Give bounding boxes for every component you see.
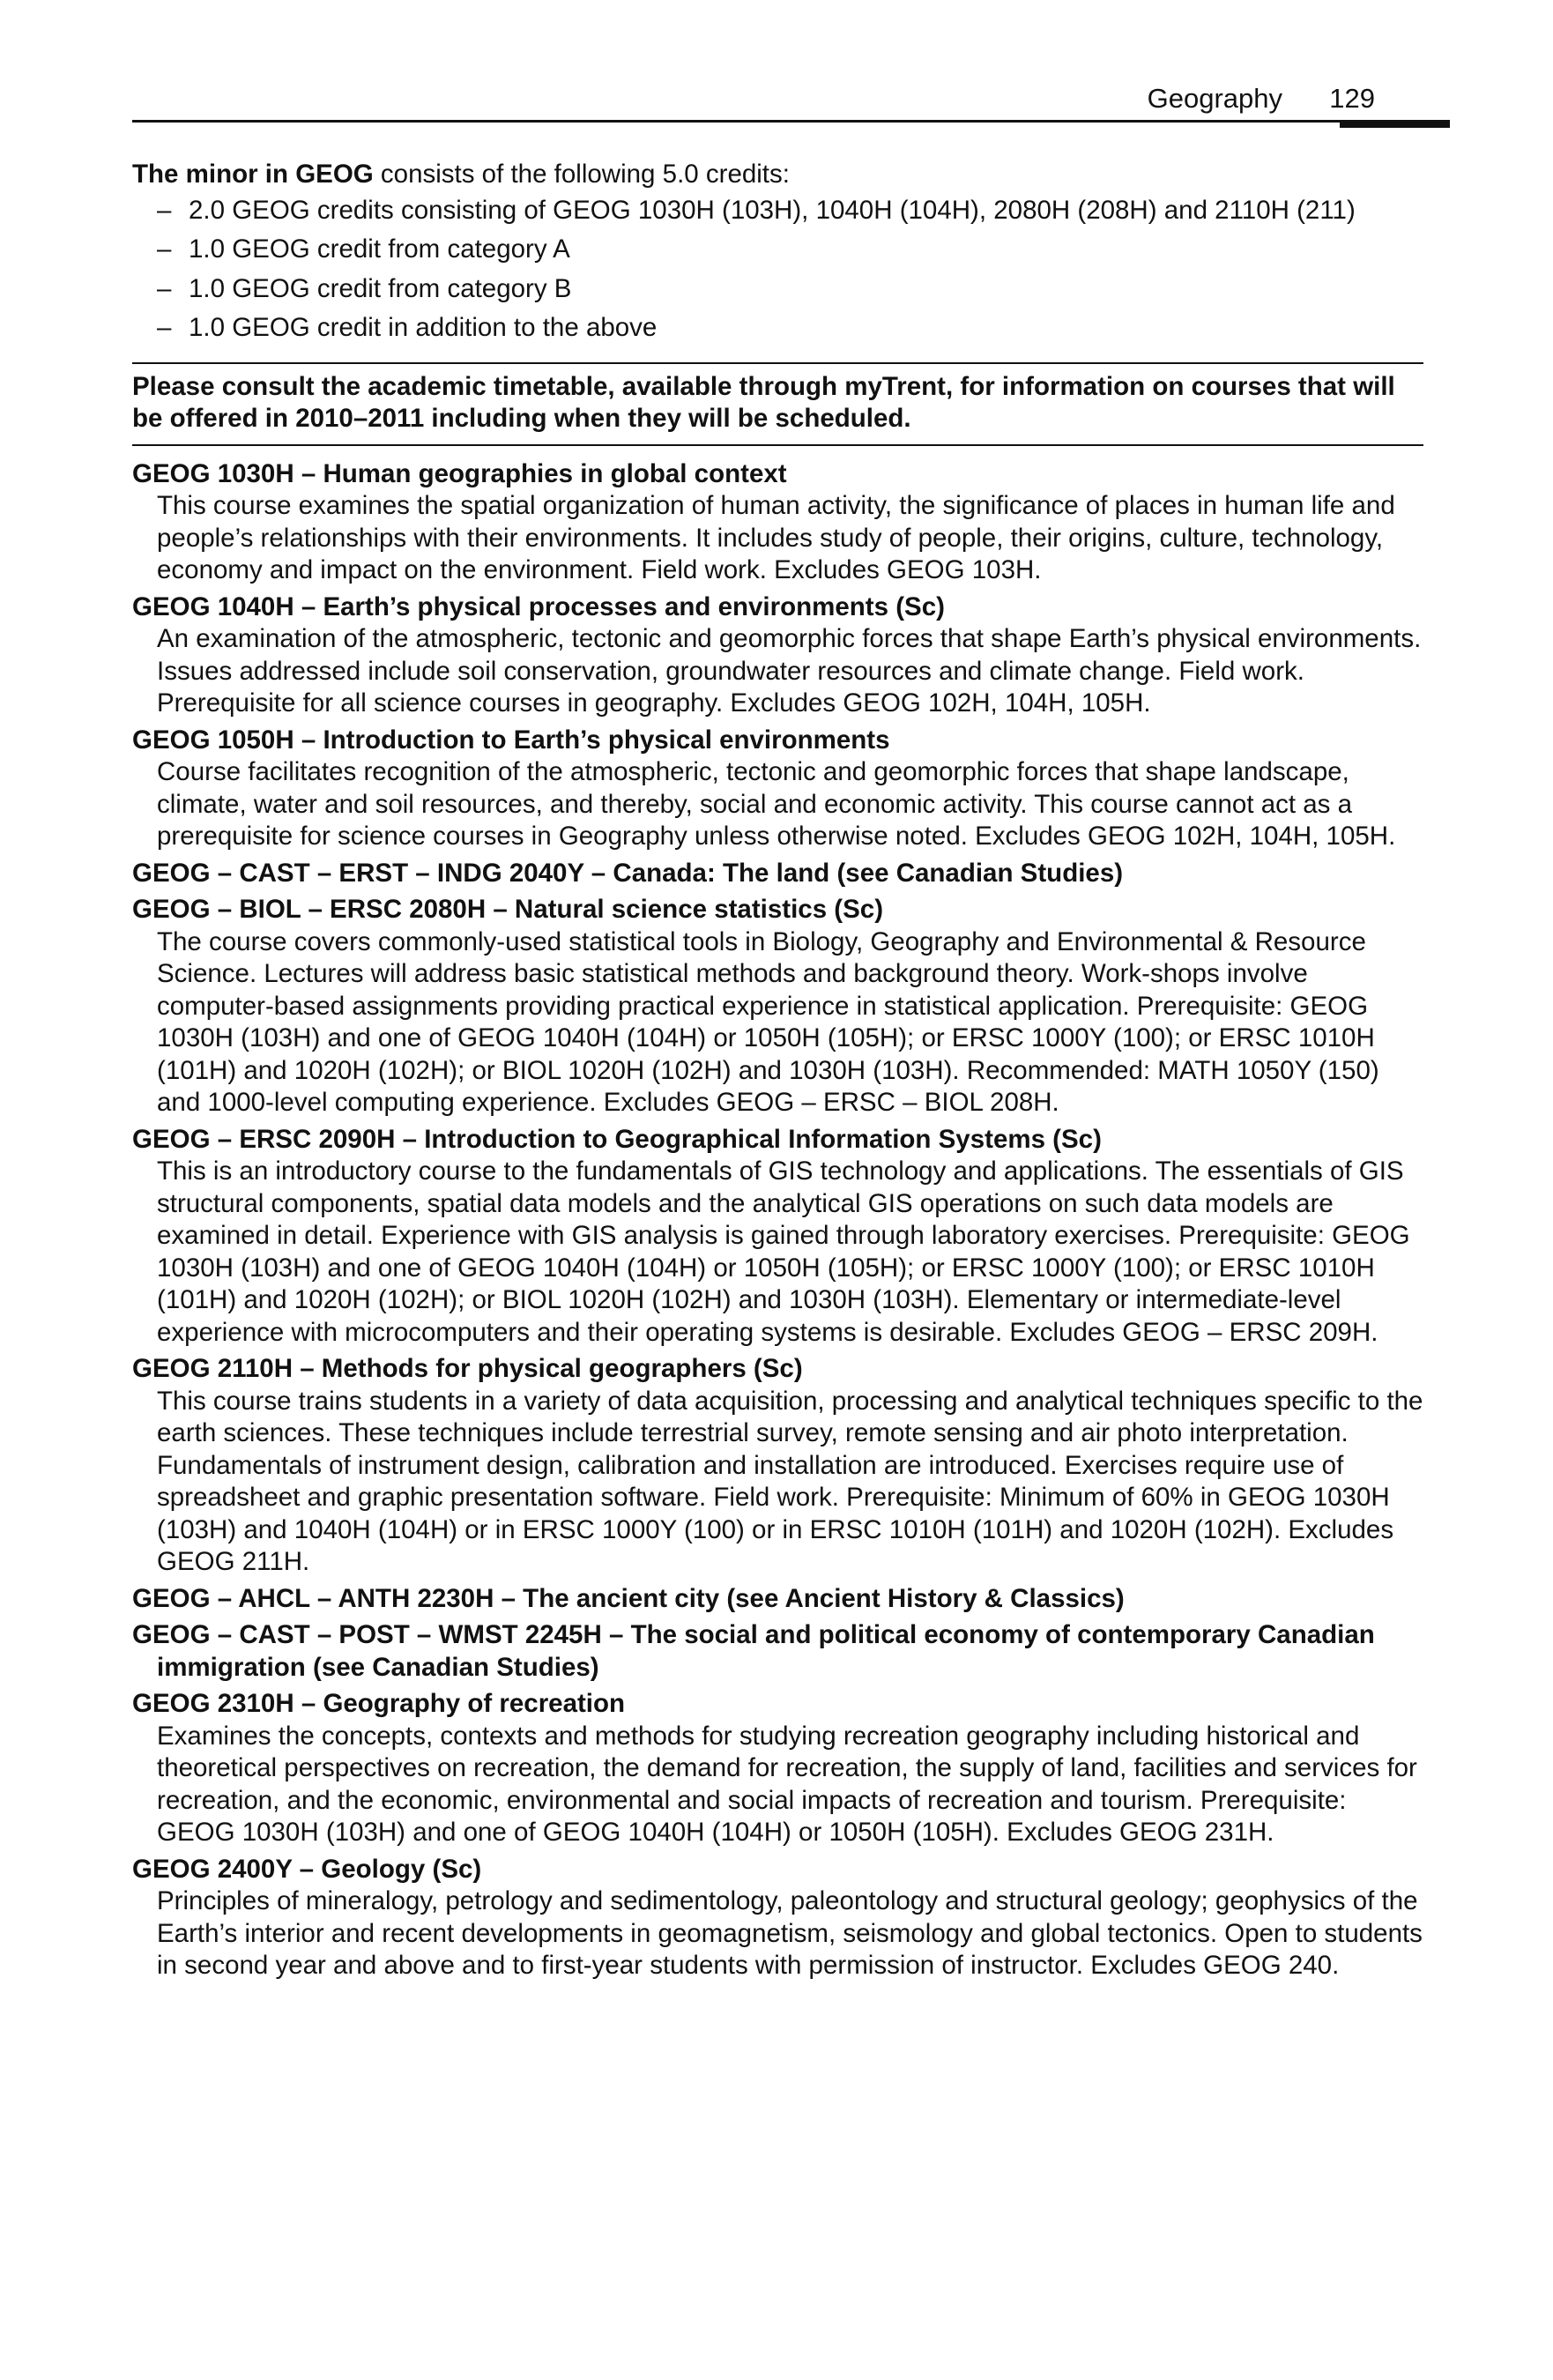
course-description: Principles of mineralogy, petrology and sedimentology, paleontology and structural geology; geophysics of the Earth’s interior and recent developments in geomagnetism, seismology and global tectonics. Open to students in second year and above and to first-year students with permission of instructor. Excludes GEOG 240. <box>157 1886 1423 1980</box>
course-title: GEOG – ERSC 2090H – Introduction to Geographical Information Systems (Sc) <box>132 1124 1102 1154</box>
course-entry <box>132 1124 1423 1350</box>
header-tab-block <box>1340 120 1450 128</box>
course-entry <box>132 591 1423 720</box>
minor-credit-item <box>132 234 1423 266</box>
course-entry <box>132 894 1423 1119</box>
course-entry <box>132 725 1423 853</box>
page-body <box>132 159 1423 1982</box>
minor-requirements <box>132 159 1423 345</box>
course-title: GEOG 2110H – Methods for physical geographers (Sc) <box>132 1354 803 1383</box>
course-title: GEOG 2400Y – Geology (Sc) <box>132 1854 482 1884</box>
minor-credit-text: 1.0 GEOG credit from category A <box>189 234 570 264</box>
course-description: Course facilitates recognition of the atmospheric, tectonic and geomorphic forces that shape landscape, climate, water and soil resources, and thereby, social and economic activity. This course cannot act as a prerequisite for science courses in Geography unless otherwise noted. Excludes GEOG 102H, 104H, 105H. <box>157 757 1396 851</box>
minor-credit-item <box>132 195 1423 227</box>
course-description: An examination of the atmospheric, tectonic and geomorphic forces that shape Earth’s physical environments. Issues addressed include soil conservation, groundwater resources and climate change. Field work. Prerequisite for all science courses in geography. Excludes GEOG 102H, 104H, 105H. <box>157 624 1422 718</box>
minor-intro <box>132 159 1423 191</box>
course-description: The course covers commonly-used statistical tools in Biology, Geography and Environmental & Resource Science. Lectures will address basic statistical methods and background theory. Work-shops involve computer-based assignments providing practical experience in statistical application. Prerequisite: GEOG 1030H (103H) and one of GEOG 1040H (104H) or 1050H (105H); or ERSC 1000Y (100); or ERSC 1010H (101H) and 1020H (102H); or BIOL 1020H (102H) and 1030H (103H). Recommended: MATH 1050Y (150) and 1000-level computing experience. Excludes GEOG – ERSC – BIOL 208H. <box>157 926 1379 1117</box>
minor-intro-bold: The minor in GEOG <box>132 160 374 189</box>
course-title: GEOG – AHCL – ANTH 2230H – The ancient city (see Ancient History & Classics) <box>132 1583 1125 1613</box>
course-title: GEOG – BIOL – ERSC 2080H – Natural science statistics (Sc) <box>132 895 884 924</box>
section-title: Geography <box>1147 83 1282 114</box>
course-description: This course examines the spatial organization of human activity, the significance of places in human life and people’s relationships with their environments. It includes study of people, their origins, culture, technology, economy and impact on the environment. Field work. Excludes GEOG 103H. <box>157 491 1395 584</box>
dash-bullet: – <box>157 195 172 225</box>
course-title: GEOG 1040H – Earth’s physical processes and environments (Sc) <box>132 591 945 621</box>
minor-intro-text: consists of the following 5.0 credits: <box>373 160 790 189</box>
dash-bullet: – <box>157 313 172 342</box>
running-header <box>132 81 1423 134</box>
course-title: GEOG 2310H – Geography of recreation <box>132 1689 626 1718</box>
course-description: Examines the concepts, contexts and methods for studying recreation geography including historical and theoretical perspectives on recreation, the demand for recreation, the supply of land, facilities and services for recreation, and the economic, environmental and social impacts of recreation and tourism. Prerequisite: GEOG 1030H (103H) and one of GEOG 1040H (104H) or 1050H (105H). Excludes GEOG 231H. <box>157 1721 1417 1847</box>
course-entry <box>132 1688 1423 1849</box>
minor-credit-text: 1.0 GEOG credit in addition to the above <box>189 313 658 342</box>
course-description: This is an introductory course to the fundamentals of GIS technology and applications. The essentials of GIS structural components, spatial data models and the analytical GIS operations on such data models are examined in detail. Experience with GIS analysis is gained through laboratory exercises. Prerequisite: GEOG 1030H (103H) and one of GEOG 1040H (104H) or 1050H (105H); or ERSC 1000Y (100); or ERSC 1010H (101H) and 1020H (102H); or BIOL 1020H (102H) and 1030H (103H). Elementary or intermediate-level experience with microcomputers and their operating systems is desirable. Excludes GEOG – ERSC 209H. <box>157 1157 1410 1347</box>
page-number: 129 <box>1329 83 1375 114</box>
minor-credit-text: 2.0 GEOG credits consisting of GEOG 1030H (103H), 1040H (104H), 2080H (208H) and 2110H (211) <box>189 195 1356 225</box>
course-entry <box>132 858 1423 890</box>
minor-credit-item <box>132 312 1423 345</box>
course-entry <box>132 1619 1423 1684</box>
course-description: This course trains students in a variety of data acquisition, processing and analytical techniques specific to the earth sciences. These techniques include terrestrial survey, remote sensing and air photo interpretation. Fundamentals of instrument design, calibration and installation are introduced. Exercises require use of spreadsheet and graphic presentation software. Field work. Prerequisite: Minimum of 60% in GEOG 1030H (103H) and 1040H (104H) or in ERSC 1000Y (100) or in ERSC 1010H (101H) and 1020H (102H). Excludes GEOG 211H. <box>157 1386 1423 1576</box>
minor-credit-item <box>132 273 1423 306</box>
course-entry <box>132 1854 1423 1982</box>
course-title: GEOG – CAST – ERST – INDG 2040Y – Canada: The land (see Canadian Studies) <box>132 858 1124 888</box>
course-title: GEOG 1030H – Human geographies in global context <box>132 458 787 488</box>
course-entry <box>132 1353 1423 1579</box>
dash-bullet: – <box>157 234 172 264</box>
minor-credit-list <box>132 195 1423 345</box>
course-title: GEOG 1050H – Introduction to Earth’s physical environments <box>132 725 890 755</box>
course-title: GEOG – CAST – POST – WMST 2245H – The social and political economy of contemporary Canadian immigration (see Canadian Studies) <box>132 1620 1375 1682</box>
course-entry <box>132 1583 1423 1616</box>
timetable-notice: Please consult the academic timetable, available through myTrent, for information on courses that will be offered in 2010–2011 including when they will be scheduled. <box>132 362 1423 446</box>
dash-bullet: – <box>157 273 172 303</box>
header-rule <box>132 120 1423 123</box>
course-entry <box>132 458 1423 587</box>
minor-credit-text: 1.0 GEOG credit from category B <box>189 273 572 303</box>
